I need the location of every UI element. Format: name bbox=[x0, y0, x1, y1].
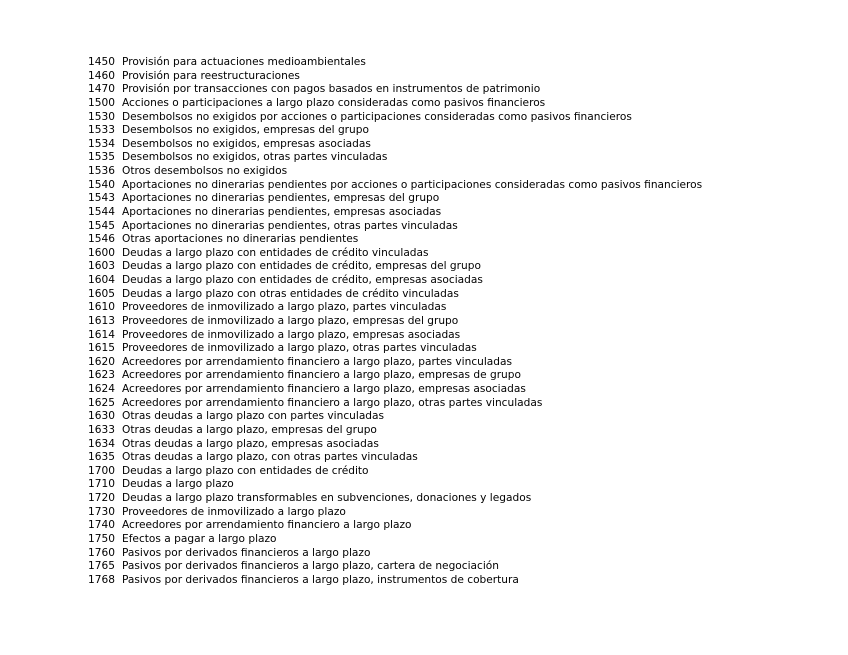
account-row bbox=[88, 574, 745, 588]
account-name: Otras aportaciones no dinerarias pendientes bbox=[122, 233, 359, 246]
account-name: Acreedores por arrendamiento financiero a largo plazo, partes vinculadas bbox=[122, 355, 513, 368]
account-code: 1533 bbox=[88, 124, 115, 137]
account-code: 1450 bbox=[88, 56, 115, 68]
account-row bbox=[88, 233, 745, 247]
account-name: Aportaciones no dinerarias pendientes, otras partes vinculadas bbox=[122, 219, 458, 232]
account-code: 1470 bbox=[88, 83, 115, 96]
account-code: 1635 bbox=[88, 451, 115, 464]
account-code: 1730 bbox=[88, 505, 115, 518]
account-row bbox=[88, 478, 745, 492]
account-row bbox=[88, 451, 745, 465]
account-name: Acreedores por arrendamiento financiero a largo plazo, empresas de grupo bbox=[122, 369, 521, 382]
account-name: Otras deudas a largo plazo, empresas asociadas bbox=[122, 437, 379, 450]
account-row bbox=[88, 301, 745, 315]
account-name: Desembolsos no exigidos, empresas del grupo bbox=[122, 124, 369, 137]
account-name: Pasivos por derivados financieros a largo plazo, instrumentos de cobertura bbox=[122, 573, 519, 586]
account-list bbox=[88, 56, 745, 587]
account-row bbox=[88, 547, 745, 561]
account-row bbox=[88, 315, 745, 329]
account-row bbox=[88, 111, 745, 125]
account-name: Desembolsos no exigidos, otras partes vinculadas bbox=[122, 151, 388, 164]
account-code: 1633 bbox=[88, 423, 115, 436]
account-row bbox=[88, 220, 745, 234]
account-name: Efectos a pagar a largo plazo bbox=[122, 532, 277, 545]
account-name: Provisión para reestructuraciones bbox=[122, 69, 300, 82]
account-name: Deudas a largo plazo con entidades de crédito vinculadas bbox=[122, 246, 429, 259]
account-name: Otras deudas a largo plazo, con otras partes vinculadas bbox=[122, 451, 418, 464]
account-code: 1623 bbox=[88, 369, 115, 382]
account-code: 1700 bbox=[88, 464, 115, 477]
account-name: Proveedores de inmovilizado a largo plazo, otras partes vinculadas bbox=[122, 342, 477, 355]
account-code: 1605 bbox=[88, 287, 115, 300]
account-name: Acreedores por arrendamiento financiero a largo plazo, otras partes vinculadas bbox=[122, 396, 543, 409]
account-name: Aportaciones no dinerarias pendientes por acciones o participaciones consideradas como pasivos financieros bbox=[122, 178, 703, 191]
account-row bbox=[88, 356, 745, 370]
account-name: Acreedores por arrendamiento financiero a largo plazo, empresas asociadas bbox=[122, 383, 526, 395]
account-row bbox=[88, 70, 745, 84]
account-row bbox=[88, 288, 745, 302]
account-name: Proveedores de inmovilizado a largo plazo, empresas asociadas bbox=[122, 328, 461, 341]
account-code: 1615 bbox=[88, 342, 115, 355]
account-code: 1545 bbox=[88, 219, 115, 232]
account-row bbox=[88, 151, 745, 165]
account-name: Proveedores de inmovilizado a largo plazo, partes vinculadas bbox=[122, 301, 447, 314]
account-code: 1543 bbox=[88, 192, 115, 205]
account-code: 1535 bbox=[88, 151, 115, 164]
account-name: Proveedores de inmovilizado a largo plazo bbox=[122, 505, 346, 518]
account-row bbox=[88, 260, 745, 274]
account-name: Pasivos por derivados financieros a largo plazo bbox=[122, 546, 371, 559]
account-row bbox=[88, 438, 745, 452]
account-code: 1603 bbox=[88, 260, 115, 273]
account-name: Acciones o participaciones a largo plazo consideradas como pasivos financieros bbox=[122, 96, 546, 109]
account-code: 1760 bbox=[88, 546, 115, 559]
account-name: Deudas a largo plazo bbox=[122, 478, 234, 491]
account-code: 1750 bbox=[88, 532, 115, 545]
account-row bbox=[88, 342, 745, 356]
account-name: Provisión por transacciones con pagos basados en instrumentos de patrimonio bbox=[122, 83, 541, 96]
account-name: Deudas a largo plazo con otras entidades de crédito vinculadas bbox=[122, 287, 459, 300]
account-name: Aportaciones no dinerarias pendientes, empresas asociadas bbox=[122, 205, 442, 218]
account-code: 1610 bbox=[88, 301, 115, 314]
account-row bbox=[88, 424, 745, 438]
account-name: Proveedores de inmovilizado a largo plazo, empresas del grupo bbox=[122, 314, 459, 327]
account-name: Otras deudas a largo plazo con partes vinculadas bbox=[122, 410, 385, 423]
account-row bbox=[88, 165, 745, 179]
account-row bbox=[88, 560, 745, 574]
account-code: 1530 bbox=[88, 110, 115, 123]
account-row bbox=[88, 410, 745, 424]
account-row bbox=[88, 274, 745, 288]
account-code: 1536 bbox=[88, 165, 115, 177]
account-row bbox=[88, 506, 745, 520]
account-code: 1500 bbox=[88, 96, 115, 109]
account-row bbox=[88, 397, 745, 411]
account-code: 1540 bbox=[88, 178, 115, 191]
account-row bbox=[88, 56, 745, 70]
account-code: 1534 bbox=[88, 137, 115, 150]
account-row bbox=[88, 533, 745, 547]
account-row bbox=[88, 206, 745, 220]
account-code: 1546 bbox=[88, 233, 115, 246]
account-row bbox=[88, 247, 745, 261]
account-code: 1613 bbox=[88, 314, 115, 327]
account-name: Deudas a largo plazo con entidades de crédito, empresas del grupo bbox=[122, 260, 481, 273]
account-row bbox=[88, 83, 745, 97]
account-code: 1600 bbox=[88, 246, 115, 259]
account-name: Deudas a largo plazo con entidades de crédito bbox=[122, 464, 369, 477]
account-code: 1710 bbox=[88, 478, 115, 491]
account-name: Desembolsos no exigidos, empresas asociadas bbox=[122, 137, 371, 150]
account-row bbox=[88, 97, 745, 111]
account-name: Aportaciones no dinerarias pendientes, empresas del grupo bbox=[122, 192, 440, 205]
account-code: 1630 bbox=[88, 410, 115, 423]
account-code: 1614 bbox=[88, 328, 115, 341]
account-row bbox=[88, 465, 745, 479]
account-code: 1604 bbox=[88, 274, 115, 286]
account-name: Deudas a largo plazo con entidades de crédito, empresas asociadas bbox=[122, 274, 483, 286]
account-code: 1625 bbox=[88, 396, 115, 409]
account-name: Deudas a largo plazo transformables en subvenciones, donaciones y legados bbox=[122, 492, 532, 504]
account-code: 1620 bbox=[88, 355, 115, 368]
account-row bbox=[88, 519, 745, 533]
account-row bbox=[88, 138, 745, 152]
account-code: 1765 bbox=[88, 560, 115, 573]
account-code: 1460 bbox=[88, 69, 115, 82]
account-row bbox=[88, 329, 745, 343]
account-code: 1768 bbox=[88, 573, 115, 586]
account-row bbox=[88, 179, 745, 193]
account-name: Acreedores por arrendamiento financiero a largo plazo bbox=[122, 519, 412, 532]
account-code: 1720 bbox=[88, 492, 115, 504]
account-name: Otras deudas a largo plazo, empresas del grupo bbox=[122, 423, 377, 436]
account-name: Desembolsos no exigidos por acciones o participaciones consideradas como pasivos financieros bbox=[122, 110, 632, 123]
account-row bbox=[88, 192, 745, 206]
account-code: 1740 bbox=[88, 519, 115, 532]
account-row bbox=[88, 492, 745, 506]
account-row bbox=[88, 124, 745, 138]
account-code: 1544 bbox=[88, 205, 115, 218]
account-name: Provisión para actuaciones medioambientales bbox=[122, 56, 366, 68]
account-code: 1624 bbox=[88, 383, 115, 395]
account-code: 1634 bbox=[88, 437, 115, 450]
account-name: Pasivos por derivados financieros a largo plazo, cartera de negociación bbox=[122, 560, 499, 573]
account-row bbox=[88, 369, 745, 383]
account-name: Otros desembolsos no exigidos bbox=[122, 165, 288, 177]
account-row bbox=[88, 383, 745, 397]
